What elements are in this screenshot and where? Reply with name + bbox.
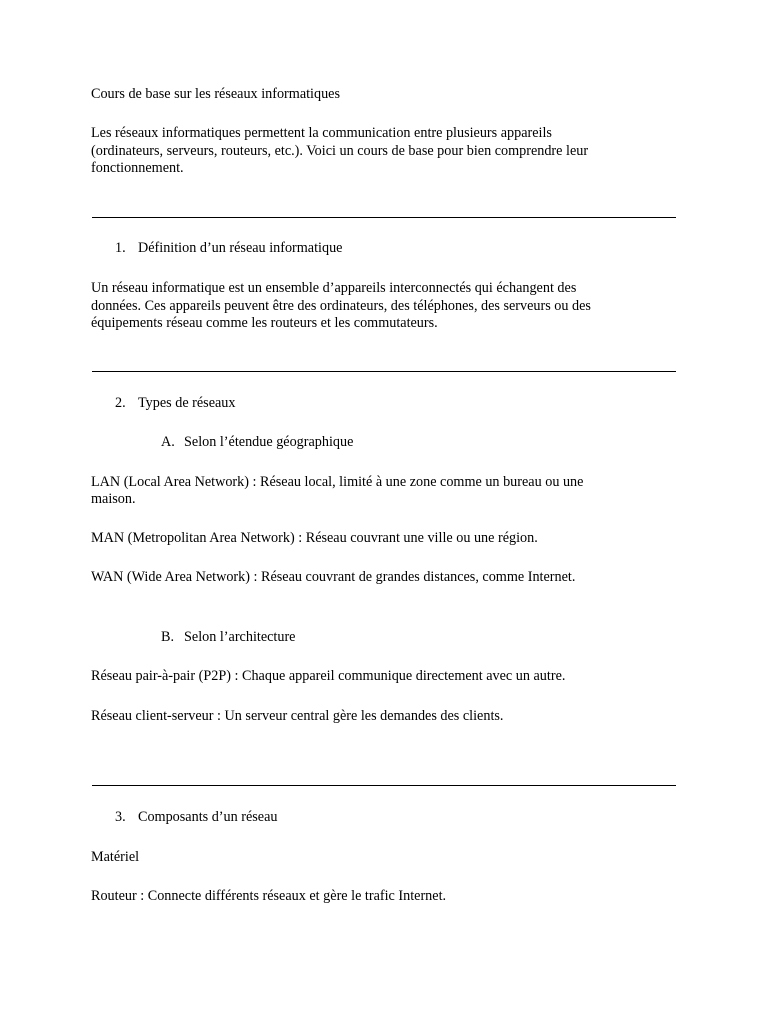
- routeur-definition: Routeur : Connecte différents réseaux et gère le trafic Internet.: [91, 888, 447, 904]
- subsection-b-heading: Selon l’architecture: [184, 629, 296, 645]
- horizontal-rule: [92, 371, 676, 372]
- horizontal-rule: [92, 785, 676, 786]
- section-1-body-line-1: Un réseau informatique est un ensemble d’appareils interconnectés qui échangent des: [91, 280, 577, 296]
- lan-line-1: LAN (Local Area Network) : Réseau local, limité à une zone comme un bureau ou une: [91, 474, 584, 490]
- materiel-label: Matériel: [91, 849, 140, 865]
- horizontal-rule: [92, 217, 676, 218]
- section-1-body-line-3: équipements réseau comme les routeurs et les commutateurs.: [91, 315, 438, 331]
- document-title: Cours de base sur les réseaux informatiques: [91, 86, 341, 102]
- section-1-number: 1.: [115, 240, 126, 256]
- subsection-a-heading: Selon l’étendue géographique: [184, 434, 354, 450]
- intro-line-1: Les réseaux informatiques permettent la communication entre plusieurs appareils: [91, 125, 552, 141]
- section-1-body-line-2: données. Ces appareils peuvent être des ordinateurs, des téléphones, des serveurs ou des: [91, 297, 591, 314]
- section-1-heading: Définition d’un réseau informatique: [138, 240, 343, 256]
- wan-definition: WAN (Wide Area Network) : Réseau couvrant de grandes distances, comme Internet.: [91, 569, 576, 585]
- client-server-definition: Réseau client-serveur : Un serveur central gère les demandes des clients.: [91, 708, 504, 724]
- section-3-number: 3.: [115, 809, 126, 825]
- subsection-b-letter: B.: [161, 629, 175, 645]
- section-2-number: 2.: [115, 395, 126, 411]
- intro-line-3: fonctionnement.: [91, 160, 184, 176]
- man-definition: MAN (Metropolitan Area Network) : Réseau couvrant une ville ou une région.: [91, 530, 538, 546]
- lan-line-2: maison.: [91, 491, 136, 507]
- section-2-heading: Types de réseaux: [138, 395, 236, 411]
- subsection-a-letter: A.: [161, 434, 175, 450]
- section-3-heading: Composants d’un réseau: [138, 809, 278, 825]
- intro-line-2: (ordinateurs, serveurs, routeurs, etc.). Voici un cours de base pour bien comprendre leur: [91, 142, 589, 159]
- p2p-definition: Réseau pair-à-pair (P2P) : Chaque appareil communique directement avec un autre.: [91, 668, 566, 684]
